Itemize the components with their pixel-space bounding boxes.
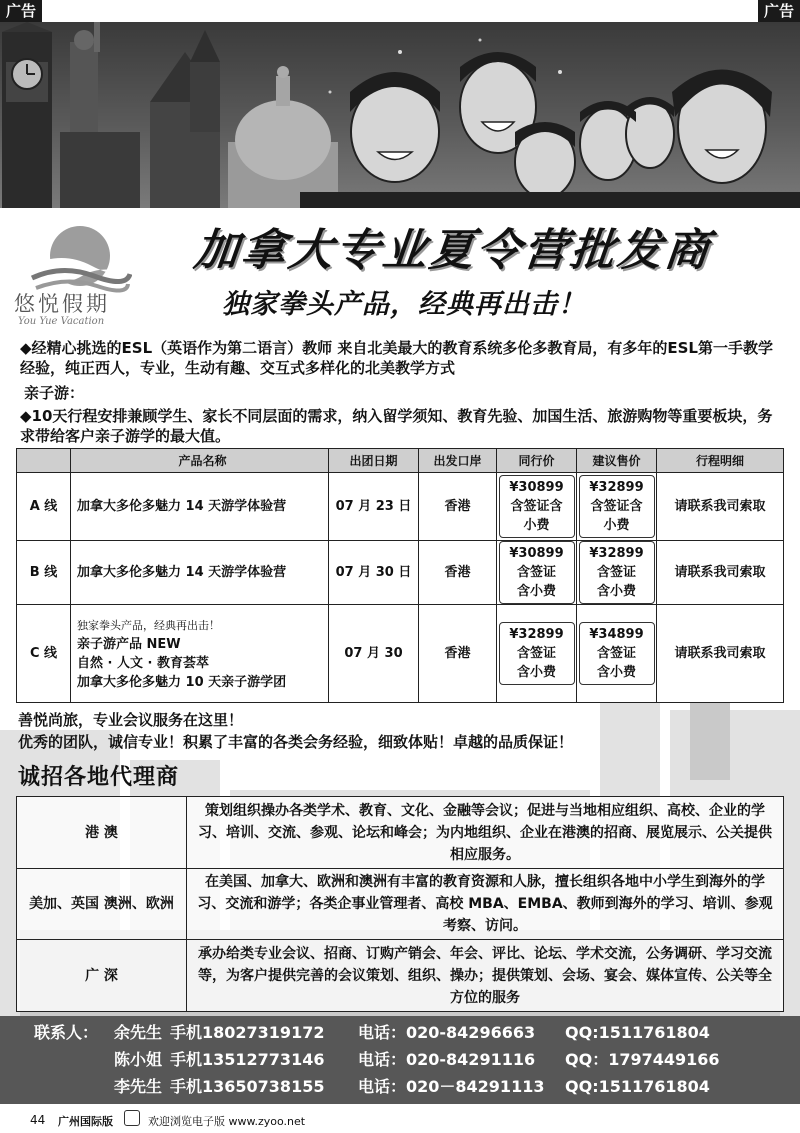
agent-region: 港 澳 [17, 797, 187, 869]
contact-name: 陈小姐 [114, 1050, 163, 1069]
table-row [17, 605, 784, 703]
col-peer-price: 同行价 [497, 449, 577, 473]
agent-row [17, 797, 784, 869]
itinerary-detail: 请联系我司索取 [657, 541, 784, 605]
contact-row [0, 1074, 800, 1100]
agents-table [16, 796, 784, 1010]
product-name: 独家拳头产品，经典再出击！ 亲子游产品 NEW 自然 · 人文 · 教育荟萃 加拿大多伦多魅力 10 天亲子游学团 [71, 605, 329, 703]
promo-line-2: 优秀的团队，诚信专业！积累了丰富的各类会务经验，细致体贴！卓越的品质保证！ [18, 733, 574, 751]
agent-desc: 在美国、加拿大、欧洲和澳洲有丰富的教育资源和人脉，擅长组织各地中小学生到海外的学习、交流和游学；各类企事业管理者、高校 MBA、EMBA、教师到海外的学习、培训、参观考察、访问。 [187, 869, 784, 940]
agent-desc: 承办给类专业会议、招商、订购产销会、年会、评比、论坛、学术交流，公务调研、学习交流等，为客户提供完善的会议策划、组织、操办；提供策划、会场、宴会、媒体宣传、公关等全方位的服务 [187, 940, 784, 1012]
col-product-name: 产品名称 [71, 449, 329, 473]
ad-label-left: 广告 [0, 0, 42, 22]
line-label: C 线 [17, 605, 71, 703]
contact-row [0, 1047, 800, 1073]
agent-region: 广 深 [17, 940, 187, 1012]
table-row [17, 541, 784, 605]
intro-esl: ◆经精心挑选的ESL（英语作为第二语言）教师 来自北美最大的教育系统多伦多教育局，有多年的ESL第一手教学经验，纯正西人，专业，生动有趣、交互式多样化的北美教学方式 [20, 339, 773, 377]
contact-mobile: 手机18027319172 [170, 1023, 325, 1042]
col-date: 出团日期 [329, 449, 419, 473]
depart-port: 香港 [419, 605, 497, 703]
col-port: 出发口岸 [419, 449, 497, 473]
table-header-row [17, 449, 784, 473]
edition-name: 广州国际版 [58, 1115, 113, 1128]
product-name: 加拿大多伦多魅力 14 天游学体验营 [71, 541, 329, 605]
line-label: A 线 [17, 473, 71, 541]
contact-phone: 电话：020-84291116 [358, 1050, 536, 1069]
agents-title: 诚招各地代理商 [18, 765, 180, 790]
table-row [17, 473, 784, 541]
product-table [16, 448, 784, 702]
contact-phone: 电话：020－84291113 [358, 1077, 545, 1096]
contact-phone: 电话：020-84296663 [358, 1023, 536, 1042]
page-number: 44 [30, 1113, 46, 1127]
itinerary-detail: 请联系我司索取 [657, 605, 784, 703]
peer-price: ¥30899 含签证含 小费 [499, 475, 575, 538]
contact-row [0, 1020, 800, 1046]
intro-itinerary: ◆10天行程安排兼顾学生、家长不同层面的需求，纳入留学须知、教育先验、加国生活、旅游购物等重要板块，务求带给客户亲子游学的最大值。 [20, 407, 773, 445]
intro-tag: 亲子游： [24, 384, 85, 402]
line-label: B 线 [17, 541, 71, 605]
contact-label: 联系人： [34, 1023, 99, 1042]
contact-name: 余先生 [114, 1023, 163, 1042]
col-suggested-price: 建议售价 [577, 449, 657, 473]
contact-bar [0, 1016, 800, 1104]
hero-illustration [0, 22, 800, 208]
contact-name: 李先生 [114, 1077, 163, 1096]
suggested-price: ¥34899 含签证 含小费 [579, 622, 655, 685]
edition-logo-icon [124, 1110, 140, 1126]
brand-name-en: You Yue Vacation [18, 316, 105, 327]
depart-date: 07 月 23 日 [329, 473, 419, 541]
agent-desc: 策划组织操办各类学术、教育、文化、金融等会议；促进与当地相应组织、高校、企业的学习、培训、交流、参观、论坛和峰会；为内地组织、企业在港澳的招商、展览展示、公关提供相应服务。 [187, 797, 784, 869]
contact-mobile: 手机13512773146 [170, 1050, 325, 1069]
hero-photo [0, 22, 800, 208]
page-subtitle: 独家拳头产品，经典再出击！ [222, 289, 586, 320]
product-name: 加拿大多伦多魅力 14 天游学体验营 [71, 473, 329, 541]
depart-date: 07 月 30 [329, 605, 419, 703]
ad-label-right: 广告 [758, 0, 800, 22]
agent-row [17, 940, 784, 1012]
col-detail: 行程明细 [657, 449, 784, 473]
peer-price: ¥30899 含签证 含小费 [499, 541, 575, 604]
contact-qq: QQ:1511761804 [565, 1077, 710, 1096]
page-title: 加拿大专业夏令营批发商 [191, 225, 715, 276]
brand-name: 悠悦假期 [14, 292, 110, 316]
contact-mobile: 手机13650738155 [170, 1077, 325, 1096]
depart-port: 香港 [419, 473, 497, 541]
page-footer [0, 1104, 800, 1133]
agent-row [17, 869, 784, 940]
col-line [17, 449, 71, 473]
product-note: 独家拳头产品，经典再出击！ [77, 618, 220, 632]
depart-date: 07 月 30 日 [329, 541, 419, 605]
itinerary-detail: 请联系我司索取 [657, 473, 784, 541]
depart-port: 香港 [419, 541, 497, 605]
contact-qq: QQ:1511761804 [565, 1023, 710, 1042]
promo-line-1: 善悦尚旅，专业会议服务在这里！ [18, 711, 244, 729]
agent-region: 美加、英国 澳洲、欧洲 [17, 869, 187, 940]
suggested-price: ¥32899 含签证 含小费 [579, 541, 655, 604]
footer-note: 欢迎浏览电子版 www.zyoo.net [148, 1115, 306, 1128]
suggested-price: ¥32899 含签证含 小费 [579, 475, 655, 538]
peer-price: ¥32899 含签证 含小费 [499, 622, 575, 685]
contact-qq: QQ：1797449166 [565, 1050, 720, 1069]
